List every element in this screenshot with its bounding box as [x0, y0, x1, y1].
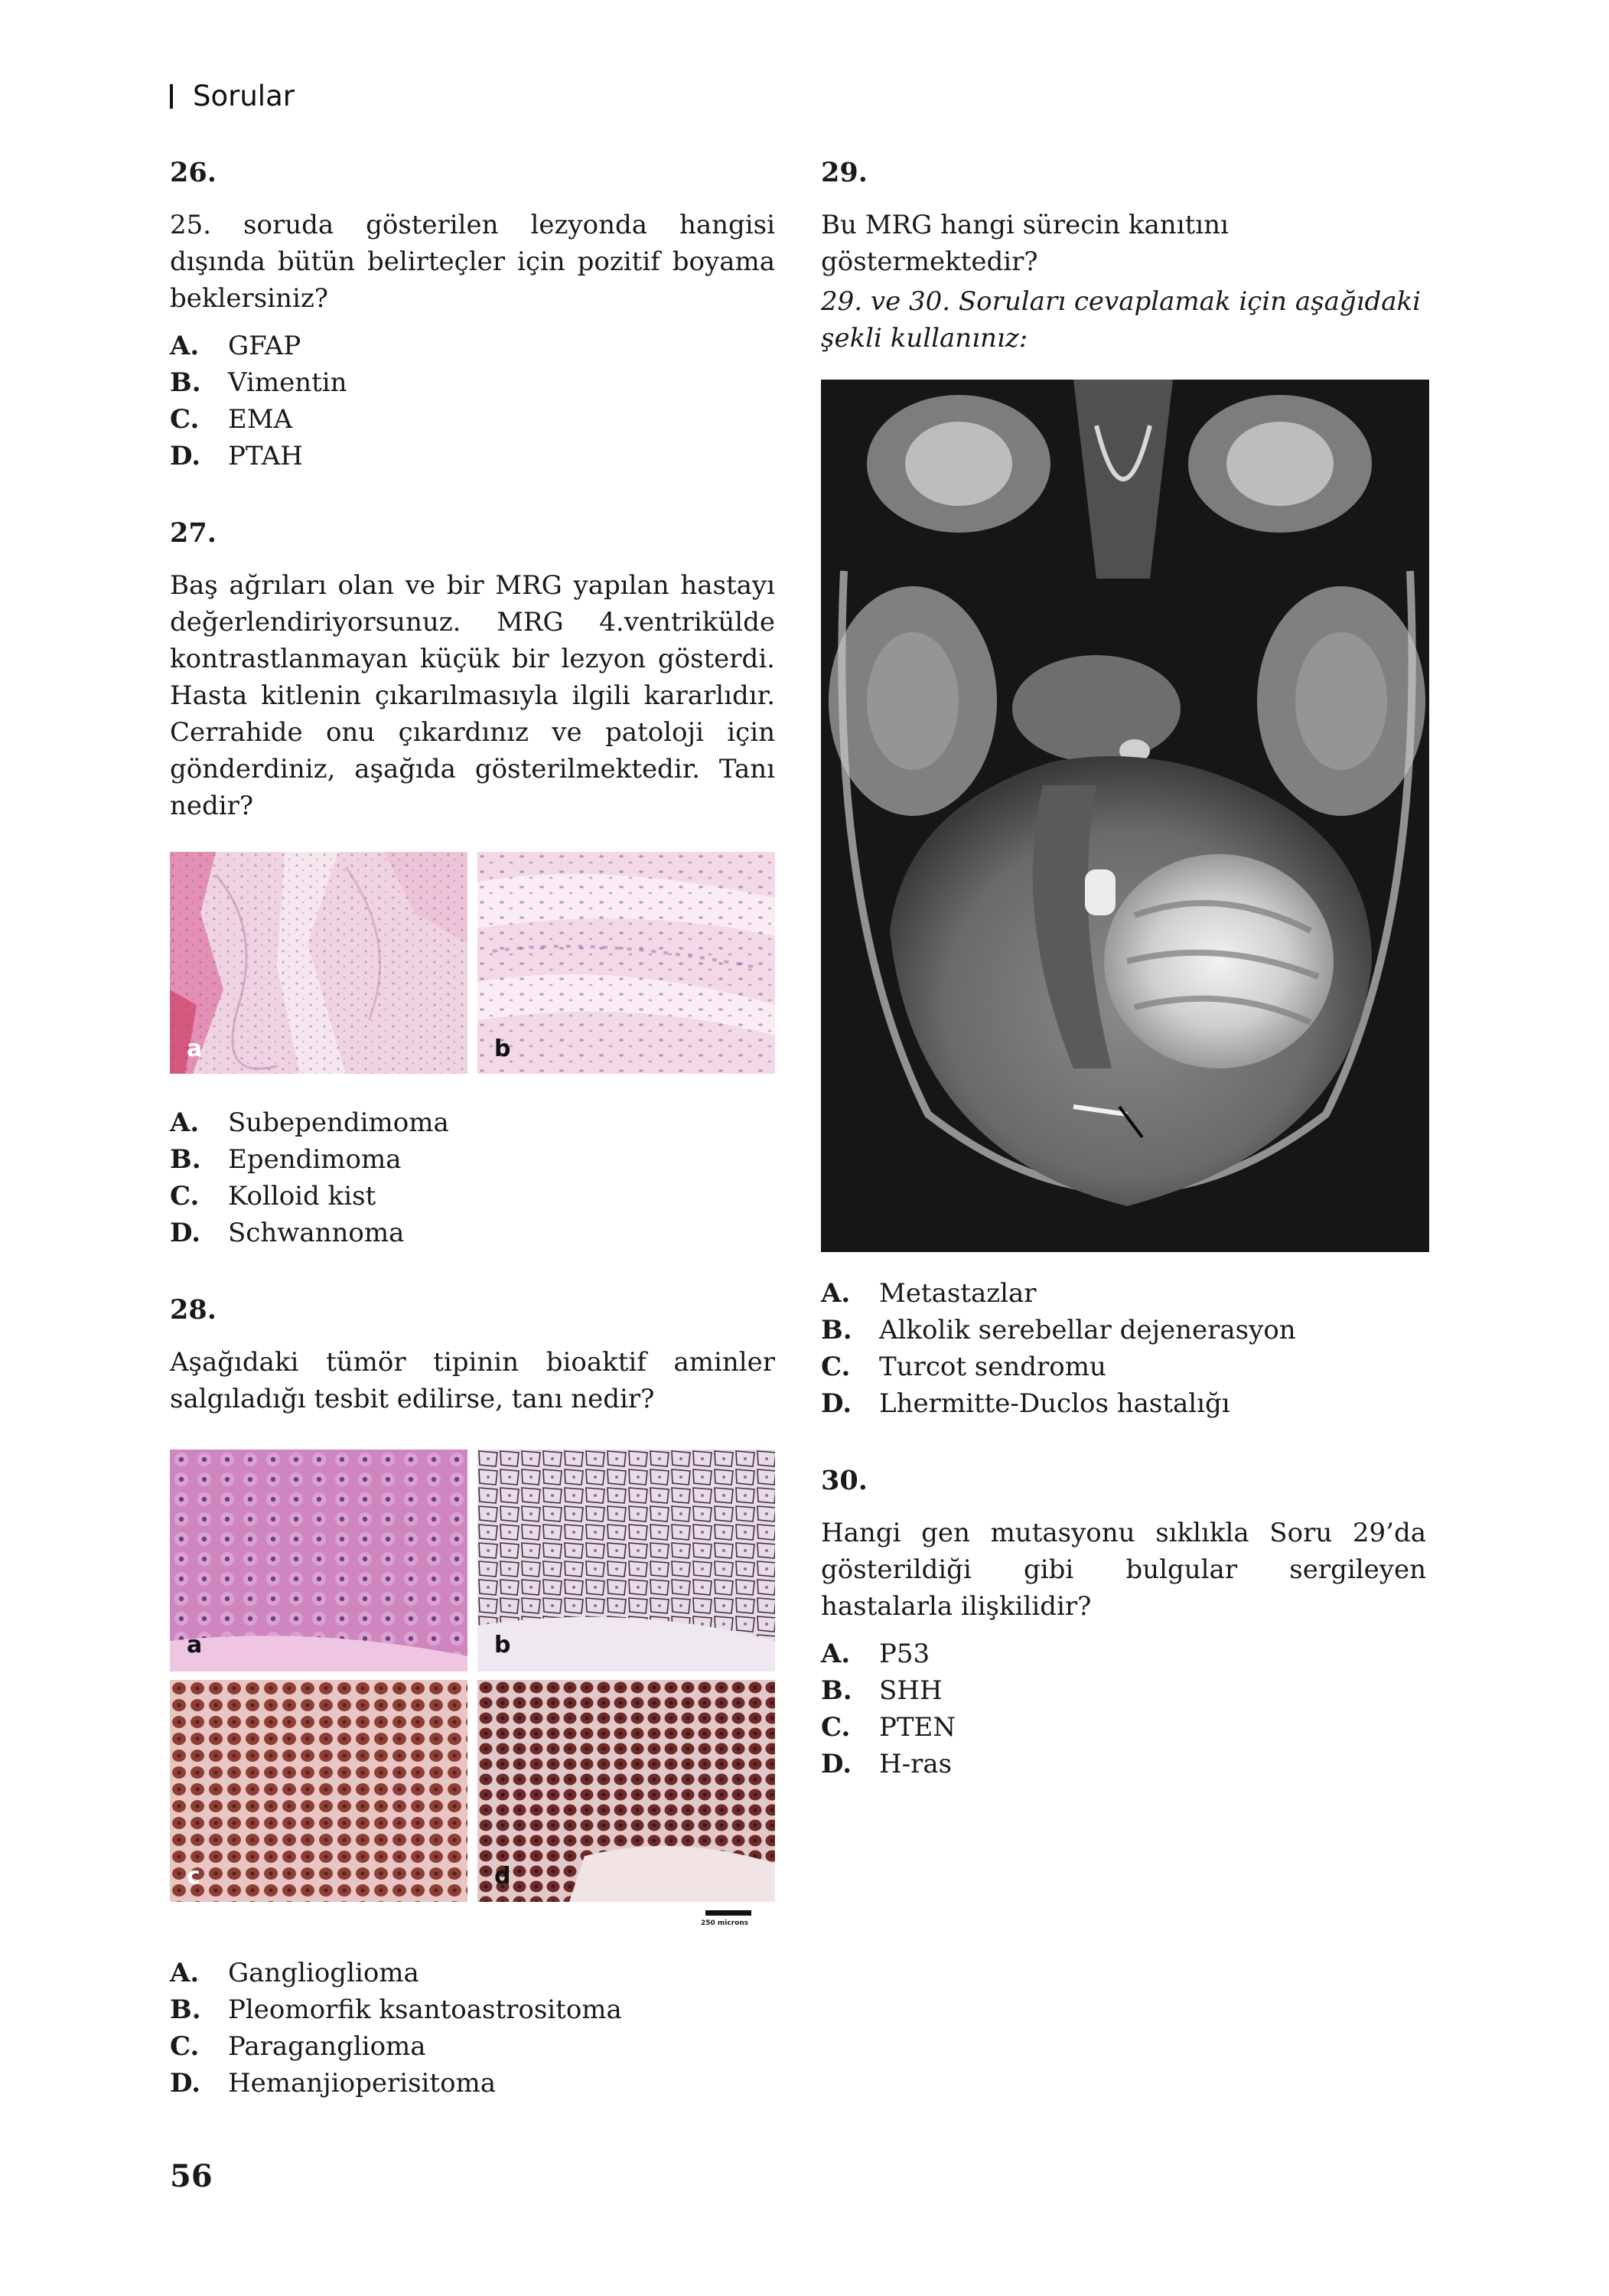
option-a: A. Metastazlar [821, 1278, 1037, 1309]
right-column [821, 157, 1426, 1825]
question-number: 30. [821, 1465, 868, 1496]
mri-image [821, 380, 1429, 1252]
option-b: B. Ependimoma [170, 1144, 402, 1175]
option-b: B. Pleomorfik ksantoastrositoma [170, 1994, 622, 2025]
histology-panel-c [170, 1680, 467, 1902]
question-stem: Hangi gen mutasyonu sıklıkla Soru 29’da gösterildiği gibi bulgular sergileyen hastalarla ilişkilidir? [821, 1518, 1426, 1622]
panel-label: b [494, 1035, 511, 1062]
panel-label: c [187, 1863, 200, 1890]
option-c: C. Paraganglioma [170, 2031, 426, 2062]
histology-figure-27 [170, 852, 775, 1074]
histology-figure-28 [170, 1450, 775, 1939]
option-a: A. Subependimoma [170, 1107, 449, 1138]
scale-bar [705, 1910, 751, 1916]
header-title: Sorular [193, 80, 295, 113]
histology-panel-b [477, 1450, 775, 1671]
panel-label: b [494, 1632, 511, 1658]
mri-figure [821, 380, 1429, 1252]
section-marker [170, 84, 173, 109]
option-c: C. EMA [170, 404, 293, 435]
question-26 [170, 157, 775, 475]
question-stem: Baş ağrıları olan ve bir MRG yapılan hastayı değerlendiriyorsunuz. MRG 4.ventrikülde kontrastlanmayan küçük bir lezyon gösterdi. Hasta kitlenin çıkarılmasıyla ilgili kararlıdır. Cerrahide onu çıkardınız ve patoloji için gönderdiniz, aşağıda gösterilmektedir. Tanı nedir? [170, 570, 775, 821]
panel-label: a [187, 1035, 203, 1062]
running-header [170, 80, 295, 113]
option-c: C. Kolloid kist [170, 1181, 376, 1212]
option-a: A. Ganglioglioma [170, 1958, 419, 1988]
option-d: D. Lhermitte-Duclos hastalığı [821, 1388, 1230, 1419]
histology-panel-a [170, 1450, 467, 1671]
instruction-text: 29. ve 30. Soruları cevaplamak için aşağıdaki şekli kullanınız: [821, 286, 1421, 354]
histology-panel-b [477, 852, 775, 1074]
option-a: A. P53 [821, 1639, 930, 1669]
option-b: B. Alkolik serebellar dejenerasyon [821, 1315, 1296, 1345]
question-number: 28. [170, 1294, 217, 1326]
option-c: C. PTEN [821, 1712, 956, 1743]
panel-label: d [494, 1863, 511, 1890]
question-number: 26. [170, 157, 217, 188]
question-stem: 25. soruda gösterilen lezyonda hangisi dışında bütün belirteçler için pozitif boyama beklersiniz? [170, 210, 775, 314]
option-d: D. PTAH [170, 441, 303, 471]
left-column [170, 157, 775, 2144]
histology-panel-a [170, 852, 467, 1074]
question-number: 29. [821, 157, 868, 188]
option-d: D. Hemanjioperisitoma [170, 2068, 497, 2099]
question-28 [170, 1294, 775, 2102]
option-d: D. Schwannoma [170, 1218, 405, 1248]
question-stem: Bu MRG hangi sürecin kanıtını göstermektedir? [821, 210, 1229, 277]
option-d: D. H-ras [821, 1749, 953, 1779]
page-number: 56 [170, 2158, 213, 2194]
scale-bar-label: 250 microns [701, 1919, 749, 1927]
option-b: B. Vimentin [170, 367, 347, 398]
question-stem: Aşağıdaki tümör tipinin bioaktif aminler salgıladığı tesbit edilirse, tanı nedir? [170, 1347, 775, 1414]
panel-label: a [187, 1632, 203, 1658]
option-a: A. GFAP [170, 331, 301, 361]
option-c: C. Turcot sendromu [821, 1352, 1106, 1382]
histology-panel-d [477, 1680, 775, 1902]
option-b: B. SHH [821, 1675, 943, 1706]
question-number: 27. [170, 517, 217, 549]
question-27 [170, 517, 775, 1251]
question-30 [821, 1465, 1426, 1782]
question-29 [821, 157, 1426, 1422]
